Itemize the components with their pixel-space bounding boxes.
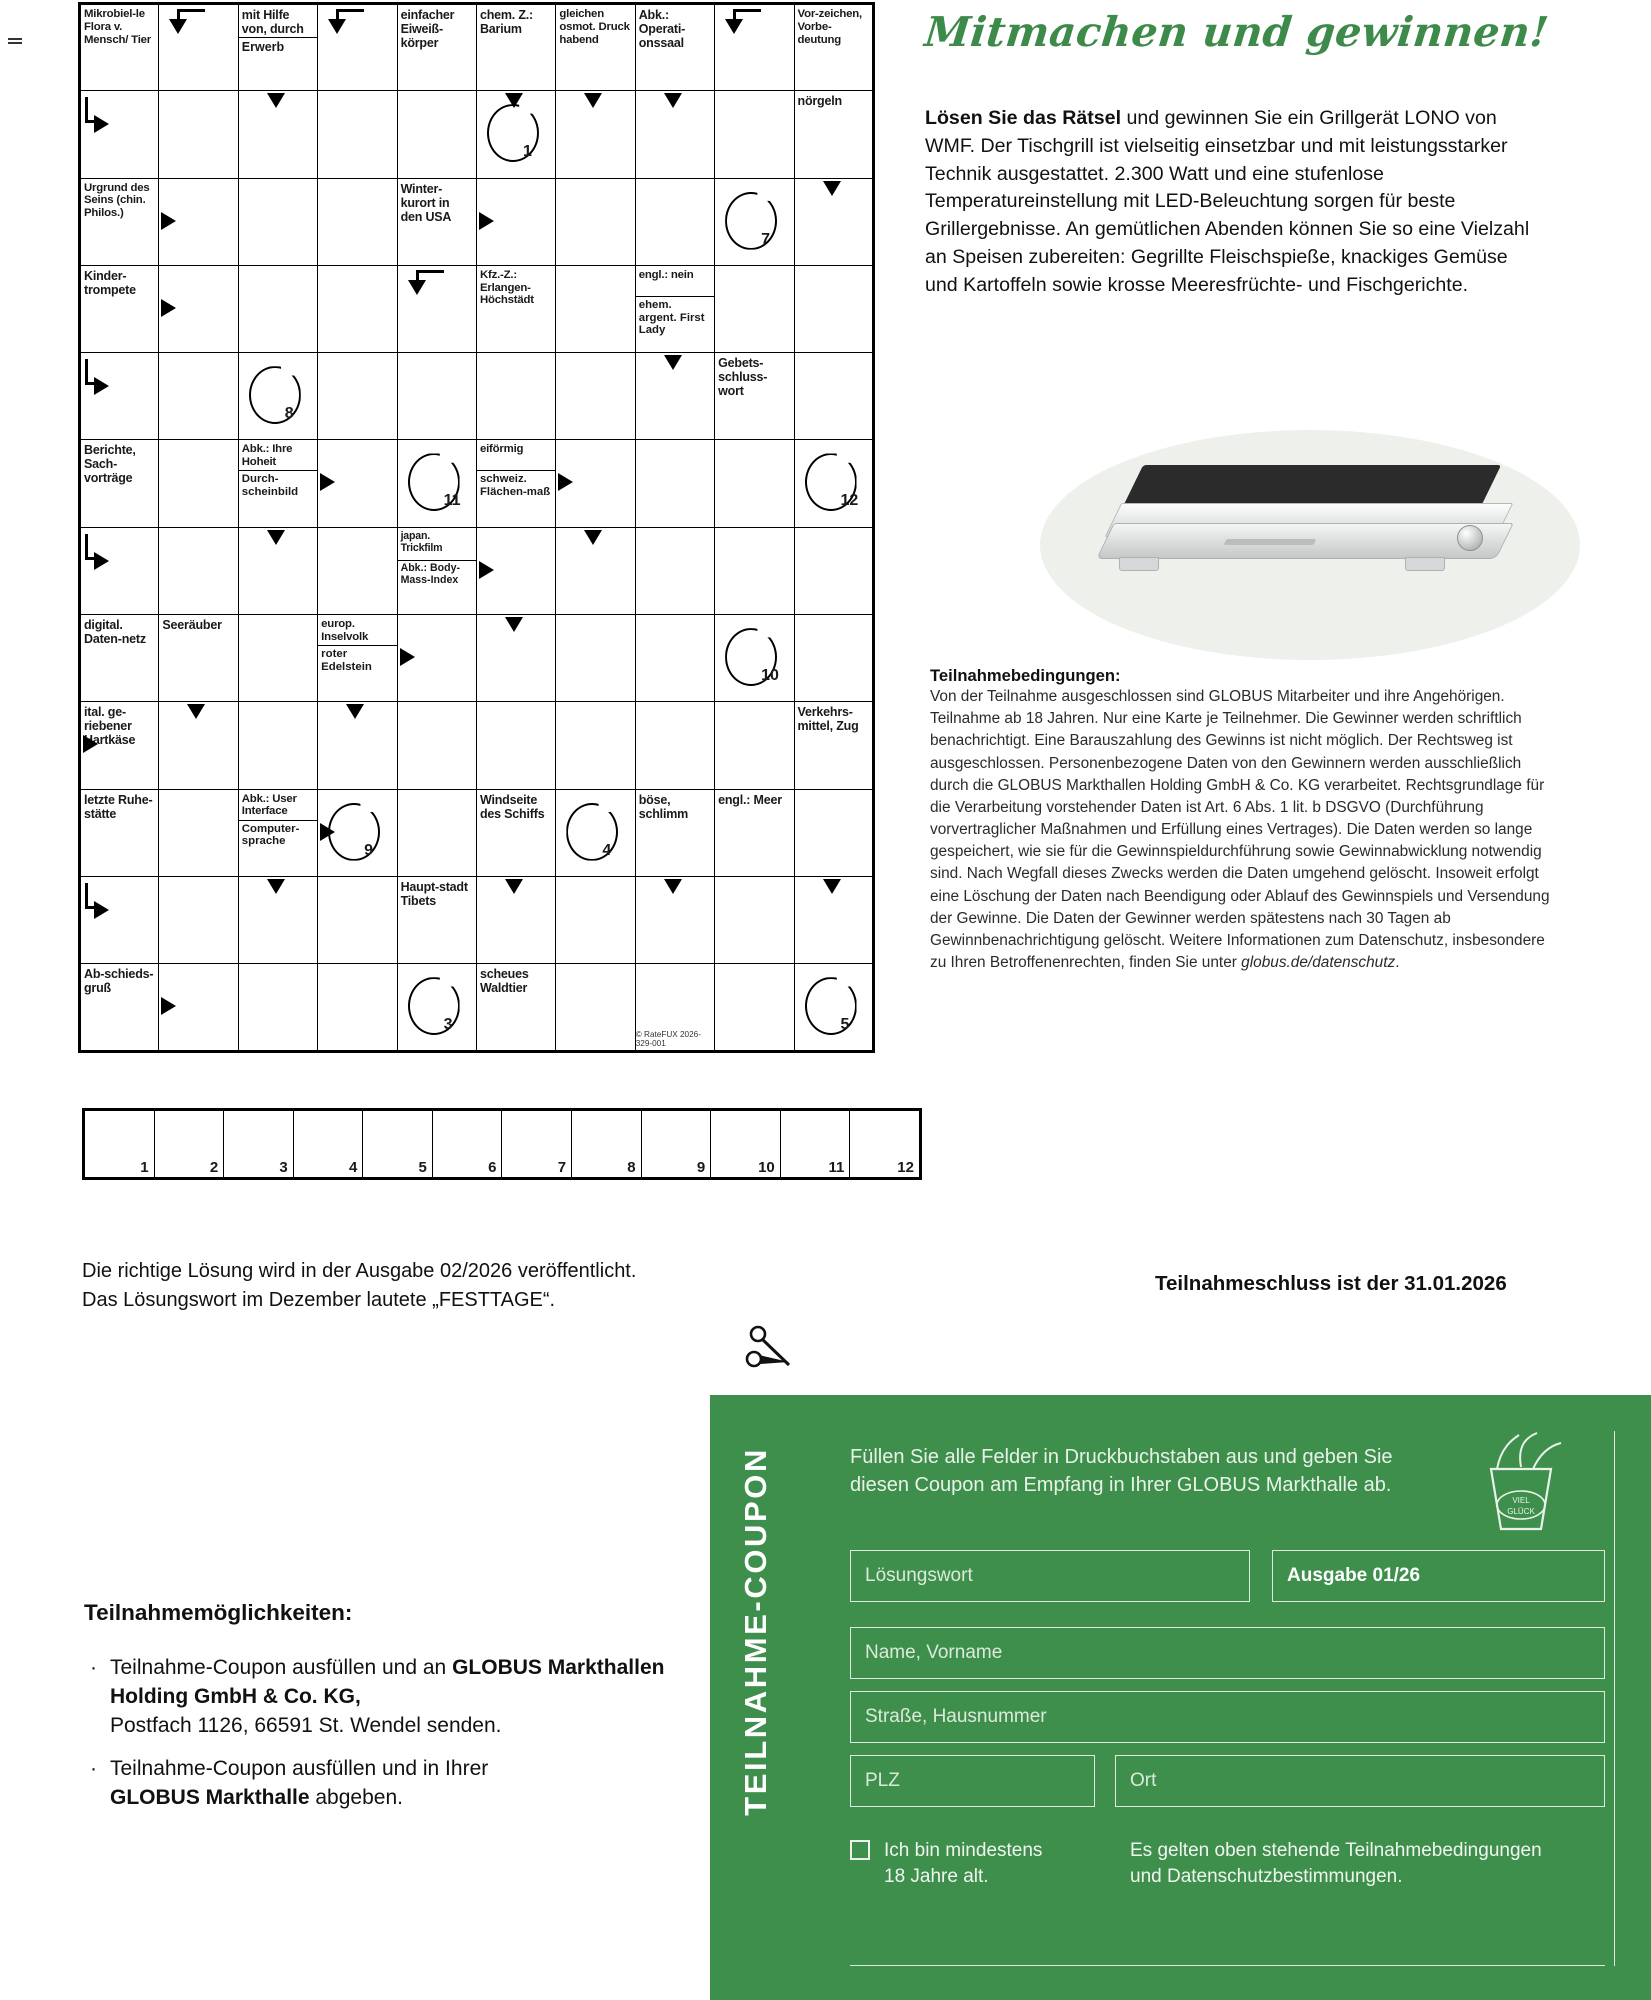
crossword-clue-cell[interactable] — [635, 4, 714, 91]
arrow-right-icon — [161, 997, 176, 1015]
crossword-letter-cell[interactable] — [794, 615, 873, 702]
circle-number: 1 — [522, 143, 532, 161]
crossword-letter-cell[interactable] — [397, 789, 476, 876]
street-input[interactable]: Straße, Hausnummer — [850, 1691, 1605, 1743]
crossword-letter-cell[interactable] — [635, 178, 714, 265]
crossword-row — [80, 702, 874, 789]
crossword-clue-cell[interactable] — [80, 615, 159, 702]
clue-text: Haupt-stadt Tibets — [400, 879, 468, 908]
item-text-2: Teilnahme-Coupon ausfüllen und in Ihrer — [110, 1756, 489, 1780]
participation-list — [84, 1654, 734, 1813]
solution-cell-number: 11 — [828, 1159, 845, 1176]
crossword-letter-cell[interactable] — [159, 527, 238, 614]
crossword-letter-cell[interactable] — [635, 876, 714, 963]
solution-cell-number: 12 — [897, 1159, 914, 1176]
crossword-letter-cell[interactable] — [635, 353, 714, 440]
crossword-letter-cell[interactable] — [794, 353, 873, 440]
arrow-down-icon — [267, 93, 285, 108]
crossword-letter-cell[interactable] — [238, 964, 317, 1051]
crossword-row — [80, 789, 874, 876]
crossword-letter-cell[interactable] — [794, 527, 873, 614]
arrow-right-icon — [320, 823, 335, 841]
crossword-row — [80, 265, 874, 352]
clue-text-secondary: Durch-scheinbild — [241, 473, 299, 499]
item-text-1: Teilnahme-Coupon ausfüllen und an — [110, 1656, 453, 1679]
city-input[interactable]: Ort — [1115, 1755, 1605, 1807]
crossword-letter-cell[interactable] — [556, 91, 635, 178]
coupon-bottom-rule — [850, 1965, 1605, 1966]
crossword-clue-cell[interactable] — [397, 4, 476, 91]
crossword-letter-cell[interactable] — [238, 353, 317, 440]
loesungswort-input[interactable]: Lösungswort — [850, 1550, 1250, 1602]
prize-description — [925, 105, 1535, 300]
clue-text: eiförmig — [479, 443, 524, 456]
clue-text-secondary: Computer-sprache — [241, 822, 300, 848]
arrow-down-icon — [725, 19, 743, 34]
clue-text: Verkehrs-mittel, Zug — [797, 705, 859, 734]
clue-text: Abk.: Ihre Hoheit — [241, 443, 293, 469]
clue-text: Winter-kurort in den USA — [400, 181, 452, 224]
crossword-clue-cell[interactable] — [80, 440, 159, 527]
clue-text: Vor-zeichen, Vorbe-deutung — [797, 8, 862, 46]
crossword-letter-cell[interactable] — [556, 702, 635, 789]
crossword-letter-cell[interactable] — [238, 527, 317, 614]
crossword-letter-cell[interactable] — [397, 440, 476, 527]
crossword-clue-cell[interactable] — [397, 527, 476, 614]
crossword-letter-cell[interactable] — [715, 265, 794, 352]
arrow-down-icon — [664, 879, 682, 894]
arrow-right-icon — [161, 299, 176, 317]
crossword-letter-cell[interactable] — [556, 178, 635, 265]
clue-text: letzte Ruhe-stätte — [84, 792, 153, 821]
clue-text: chem. Z.: Barium — [479, 8, 534, 36]
crossword-letter-cell[interactable] — [397, 91, 476, 178]
crossword-letter-cell[interactable] — [318, 265, 397, 352]
crossword-grid[interactable] — [78, 2, 875, 1053]
crossword-letter-cell[interactable] — [635, 91, 714, 178]
crossword-letter-cell[interactable] — [80, 353, 159, 440]
arrow-down-icon — [267, 530, 285, 545]
solution-cell[interactable] — [433, 1111, 503, 1177]
arrow-right-icon — [94, 901, 109, 919]
crossword-clue-cell[interactable] — [80, 4, 159, 91]
solution-cell[interactable] — [294, 1111, 364, 1177]
entry-deadline: Teilnahmeschluss ist der 31.01.2026 — [1155, 1272, 1507, 1295]
crossword-row — [80, 440, 874, 527]
crossword-row — [80, 615, 874, 702]
clue-text: japan. Trickfilm — [400, 529, 443, 554]
crossword-letter-cell[interactable] — [80, 527, 159, 614]
clue-text: Ab-schieds-gruß — [84, 967, 154, 996]
coupon-title: TEILNAHME-COUPON — [738, 1447, 773, 1816]
arrow-down-icon — [823, 879, 841, 894]
crossword-letter-cell[interactable] — [318, 964, 397, 1051]
clue-text: Windseite des Schiffs — [479, 792, 545, 821]
crossword-clue-cell[interactable] — [80, 964, 159, 1051]
crossword-letter-cell[interactable] — [715, 964, 794, 1051]
solution-cell[interactable] — [502, 1111, 572, 1177]
solution-cell-number: 2 — [209, 1159, 219, 1176]
solution-publication-note — [82, 1257, 782, 1315]
clue-text: Seeräuber — [162, 618, 222, 633]
crossword-letter-cell[interactable] — [159, 964, 238, 1051]
circle-number: 7 — [761, 230, 771, 248]
clue-text: digital. Daten-netz — [84, 618, 146, 647]
registration-mark — [8, 38, 22, 46]
circle-number: 3 — [443, 1016, 453, 1034]
crossword-letter-cell[interactable] — [238, 178, 317, 265]
arrow-right-icon — [558, 473, 573, 491]
arrow-right-icon — [161, 212, 176, 230]
crossword-clue-cell[interactable] — [476, 789, 555, 876]
circle-number: 9 — [364, 841, 374, 859]
crossword-letter-cell[interactable] — [715, 876, 794, 963]
clue-text: mit Hilfe von, durch — [241, 8, 304, 36]
crossword-letter-cell[interactable] — [397, 265, 476, 352]
participation-options — [84, 1600, 734, 1827]
crossword-letter-cell[interactable] — [556, 440, 635, 527]
crossword-clue-cell[interactable] — [80, 265, 159, 352]
arrow-down-icon — [823, 181, 841, 196]
crossword-letter-cell[interactable] — [318, 440, 397, 527]
crossword-row — [80, 964, 874, 1051]
list-item — [84, 1755, 734, 1813]
crossword-letter-cell[interactable] — [556, 964, 635, 1051]
crossword-clue-cell[interactable] — [159, 615, 238, 702]
crossword-clue-cell[interactable] — [397, 876, 476, 963]
age-label-line2: 18 Jahre alt. — [884, 1866, 989, 1888]
crossword-letter-cell[interactable] — [476, 527, 555, 614]
crossword-letter-cell[interactable] — [159, 876, 238, 963]
circle-number: 5 — [840, 1016, 850, 1034]
arrow-right-icon — [400, 648, 415, 666]
solution-cell[interactable] — [363, 1111, 433, 1177]
arrow-down-icon — [267, 879, 285, 894]
crossword-clue-cell[interactable] — [80, 789, 159, 876]
crossword-letter-cell[interactable] — [635, 527, 714, 614]
clue-text: gleichen osmot. Druck habend — [559, 8, 630, 46]
crossword-letter-cell[interactable] — [635, 615, 714, 702]
crossword-letter-cell[interactable] — [159, 702, 238, 789]
crossword-letter-cell[interactable] — [238, 265, 317, 352]
terms-heading: Teilnahmebedingungen: — [930, 666, 1121, 685]
crossword-clue-cell[interactable] — [635, 789, 714, 876]
bullet-icon: · — [90, 1656, 97, 1679]
solution-cell-number: 3 — [279, 1159, 288, 1176]
age-checkbox[interactable] — [850, 1840, 870, 1860]
crossword-letter-cell[interactable] — [794, 789, 873, 876]
crossword-letter-cell[interactable] — [556, 527, 635, 614]
crossword-letter-cell[interactable] — [476, 353, 555, 440]
bullet-icon: · — [90, 1756, 97, 1780]
item-text-1b: Postfach 1126, 66591 St. Wendel senden. — [110, 1713, 502, 1737]
crossword-letter-cell[interactable] — [715, 440, 794, 527]
clue-text: Berichte, Sach-vorträge — [84, 443, 136, 486]
crossword-clue-cell[interactable] — [476, 265, 555, 352]
name-input[interactable]: Name, Vorname — [850, 1627, 1605, 1679]
crossword-letter-cell[interactable] — [238, 615, 317, 702]
arrow-down-icon — [664, 93, 682, 108]
crossword-letter-cell[interactable] — [318, 876, 397, 963]
crossword-row — [80, 876, 874, 963]
item-bold-2: GLOBUS Markthalle — [110, 1785, 310, 1809]
terms-note-line2: und Datenschutzbestimmungen. — [1130, 1866, 1403, 1888]
age-checkbox-label — [884, 1838, 1144, 1890]
circle-number: 11 — [443, 492, 461, 510]
solution-cell-number: 10 — [758, 1159, 775, 1176]
crossword-row — [80, 353, 874, 440]
solution-cell[interactable] — [642, 1111, 712, 1177]
crossword-letter-cell[interactable] — [397, 353, 476, 440]
participation-title: Teilnahmemöglichkeiten: — [84, 1600, 353, 1625]
crossword-letter-cell[interactable] — [476, 876, 555, 963]
arrow-down-icon — [187, 704, 205, 719]
circle-number: 12 — [840, 492, 859, 510]
terms-acceptance-note — [1130, 1838, 1620, 1890]
clue-text-secondary: ehem. argent. First Lady — [638, 298, 705, 337]
crossword-puzzle[interactable] — [78, 2, 875, 1050]
grill-vent — [1224, 539, 1317, 545]
crossword-row — [80, 527, 874, 614]
crossword-letter-cell[interactable] — [715, 4, 794, 91]
crossword-clue-cell[interactable] — [476, 440, 555, 527]
crossword-letter-cell[interactable] — [318, 789, 397, 876]
crossword-letter-cell[interactable] — [635, 702, 714, 789]
crossword-clue-cell[interactable] — [238, 440, 317, 527]
crossword-clue-cell[interactable] — [556, 4, 635, 91]
ausgabe-field: Ausgabe 01/26 — [1272, 1550, 1605, 1602]
clue-text: ital. ge-riebener Hartkäse — [84, 705, 136, 748]
clue-text-secondary: schweiz. Flächen-maß — [479, 473, 551, 499]
terms-note-line1: Es gelten oben stehende Teilnahmebedingungen — [1130, 1840, 1542, 1861]
clue-text: Mikrobiel-le Flora v. Mensch/ Tier — [84, 8, 152, 46]
crossword-letter-cell[interactable] — [794, 964, 873, 1051]
crossword-letter-cell[interactable] — [794, 178, 873, 265]
entry-coupon[interactable] — [710, 1395, 1651, 2000]
clue-text-secondary: Abk.: Body-Mass-Index — [400, 561, 461, 586]
solution-cell-number: 9 — [696, 1159, 706, 1176]
crossword-letter-cell[interactable] — [159, 4, 238, 91]
terms-text — [930, 686, 1552, 974]
privacy-link: globus.de/datenschutz — [1241, 954, 1396, 972]
crossword-clue-cell[interactable] — [80, 702, 159, 789]
grill-temperature-knob — [1457, 525, 1483, 551]
crossword-letter-cell[interactable] — [159, 265, 238, 352]
svg-text:GLÜCK: GLÜCK — [1507, 1507, 1535, 1516]
item-bold-1: GLOBUS Markthallen Holding GmbH & Co. KG, — [110, 1656, 665, 1708]
arrow-down-icon — [664, 355, 682, 370]
solution-note-line2: Das Lösungswort im Dezember lautete „FESTTAGE“. — [82, 1289, 556, 1311]
crossword-letter-cell[interactable] — [715, 527, 794, 614]
crossword-letter-cell[interactable] — [238, 91, 317, 178]
solution-cell[interactable] — [711, 1111, 781, 1177]
solution-cell[interactable] — [224, 1111, 294, 1177]
clue-text: engl.: nein — [638, 268, 694, 281]
crossword-row — [80, 4, 874, 91]
solution-cell-number: 5 — [418, 1159, 427, 1176]
circle-number: 8 — [284, 405, 294, 423]
crossword-letter-cell[interactable] — [715, 178, 794, 265]
crossword-letter-cell[interactable] — [397, 964, 476, 1051]
clue-text: Abk.: User Interface — [241, 792, 297, 818]
crossword-letter-cell[interactable] — [556, 353, 635, 440]
arrow-right-icon — [94, 552, 109, 570]
scissors-icon — [745, 1325, 791, 1383]
arrow-down-icon — [346, 704, 364, 719]
crossword-letter-cell[interactable] — [794, 440, 873, 527]
crossword-letter-cell[interactable] — [238, 702, 317, 789]
list-item — [84, 1654, 734, 1741]
crossword-letter-cell[interactable] — [556, 615, 635, 702]
arrow-right-icon — [479, 561, 494, 579]
grill-foot-right — [1405, 557, 1445, 571]
clue-text: Gebets-schluss-wort — [718, 356, 768, 399]
crossword-clue-cell[interactable] — [238, 4, 317, 91]
solution-word-strip[interactable] — [82, 1108, 922, 1180]
crossword-clue-cell[interactable] — [794, 4, 873, 91]
solution-cell-number: 4 — [348, 1159, 358, 1176]
crossword-letter-cell[interactable] — [397, 615, 476, 702]
arrow-down-icon — [505, 617, 523, 632]
crossword-clue-cell[interactable] — [794, 702, 873, 789]
arrow-right-icon — [320, 473, 335, 491]
crossword-letter-cell[interactable] — [159, 178, 238, 265]
solution-cell[interactable] — [781, 1111, 851, 1177]
terms-paragraph: Von der Teilnahme ausgeschlossen sind GLOBUS Mitarbeiter und ihre Angehörigen. Teilnahme ab 18 Jahren. Nur eine Karte je Teilnehmer. Die Gewinner werden schriftlich benachrichtigt. Eine Barauszahlung des Gewinns ist nicht möglich. Der Rechtsweg ist ausgeschlossen. Personenbezogene Daten von den Gewinnern werden ausschließlich durch die GLOBUS Markthallen Holding GmbH & Co. KG verarbeitet. Rechtsgrundlage für die Verarbeitung vorstehender Daten ist Art. 6 Abs. 1 lit. b DSGVO (Durchführung vorvertraglicher Maßnahmen und Erfüllung eines Vertrages). Die Daten werden so lange gespeichert, wie sie für die Gewinnspieldurchführung sowie Gewinnabwicklung notwendig sind. Nach Wegfall dieses Zwecks werden die Daten umgehend gelöscht. Insoweit erfolgt eine Löschung der Daten nach Beendigung oder Ablauf des Gewinnspiels und Versendung der Gewinne. Die Daten der Gewinner werden spätestens nach 30 Tagen ab Gewinnbenachrichtigung gelöscht. Weitere Informationen zum Datenschutz, insbesondere zu Ihren Betroffenenrechten, finden Sie unter — [930, 688, 1550, 972]
crossword-clue-cell[interactable] — [476, 964, 555, 1051]
crossword-row — [80, 91, 874, 178]
arrow-right-icon — [479, 212, 494, 230]
solution-cell[interactable] — [85, 1111, 155, 1177]
coupon-instructions: Füllen Sie alle Felder in Druckbuchstaben aus und geben Sie diesen Coupon am Empfang in Ihrer GLOBUS Markthalle ab. — [850, 1446, 1393, 1497]
crossword-letter-cell[interactable] — [159, 789, 238, 876]
prize-lead: Lösen Sie das Rätsel — [925, 107, 1122, 129]
solution-note-line1: Die richtige Lösung wird in der Ausgabe 02/2026 veröffentlicht. — [82, 1260, 637, 1282]
prize-body: und gewinnen Sie ein Grillgerät LONO von WMF. Der Tischgrill ist vielseitig einsetzbar und mit leistungsstarker Technik ausgestattet. 2.300 Watt und eine stufenlose Temperatureinstellung mit LED-Beleuchtung sorgen für beste Grillergebnisse. An gemütlichen Abenden können Sie so eine Vielzahl an Speisen zubereiten: Gegrillte Fleischspieße, knackiges Gemüse und Kartoffeln sowie krosse Meeresfrüchte- und Fischgerichte. — [925, 107, 1530, 296]
crossword-letter-cell[interactable] — [159, 91, 238, 178]
circle-number: 10 — [761, 667, 779, 685]
crossword-letter-cell[interactable] — [318, 178, 397, 265]
crossword-letter-cell[interactable] — [397, 702, 476, 789]
arrow-down-icon — [584, 93, 602, 108]
clue-text-secondary: roter Edelstein — [321, 648, 372, 673]
crossword-clue-cell[interactable] — [80, 178, 159, 265]
crossword-letter-cell[interactable] — [159, 353, 238, 440]
crossword-letter-cell[interactable] — [476, 702, 555, 789]
crossword-letter-cell[interactable] — [715, 702, 794, 789]
clue-text: europ. Inselvolk — [321, 618, 369, 643]
crossword-clue-cell[interactable] — [476, 4, 555, 91]
crossword-letter-cell[interactable] — [794, 876, 873, 963]
crossword-letter-cell[interactable] — [318, 4, 397, 91]
crossword-letter-cell[interactable] — [556, 265, 635, 352]
solution-cell[interactable] — [572, 1111, 642, 1177]
solution-cell[interactable] — [850, 1111, 919, 1177]
crossword-clue-cell[interactable] — [794, 91, 873, 178]
crossword-clue-cell[interactable] — [238, 789, 317, 876]
crossword-letter-cell[interactable] — [715, 615, 794, 702]
solution-cell-number: 8 — [627, 1159, 636, 1176]
crossword-letter-cell[interactable] — [556, 789, 635, 876]
clue-text: scheues Waldtier — [479, 967, 529, 996]
solution-cell-number: 7 — [557, 1159, 567, 1176]
crossword-letter-cell[interactable] — [318, 91, 397, 178]
tabletop-grill-illustration — [1105, 465, 1515, 580]
crossword-letter-cell[interactable] — [476, 91, 555, 178]
prize-image — [1010, 415, 1610, 665]
item-text-2b: abgeben. — [309, 1785, 403, 1809]
arrow-right-icon — [83, 735, 98, 753]
crossword-clue-cell[interactable] — [318, 615, 397, 702]
circle-number: 4 — [602, 841, 612, 859]
arrow-down-icon — [505, 879, 523, 894]
crossword-letter-cell[interactable] — [80, 876, 159, 963]
arrow-down-icon — [328, 19, 346, 34]
arrow-down-icon — [584, 530, 602, 545]
arrow-down-icon — [505, 93, 523, 108]
clue-text: Kinder-trompete — [84, 268, 136, 297]
crossword-row — [80, 178, 874, 265]
crossword-letter-cell[interactable] — [80, 91, 159, 178]
crossword-letter-cell[interactable] — [238, 876, 317, 963]
puzzle-credit: © RateFUX 2026-329-001 — [635, 1029, 701, 1048]
clue-text: Abk.: Operati-onssaal — [638, 8, 686, 50]
solution-cell-number: 1 — [140, 1159, 149, 1176]
crossword-letter-cell[interactable] — [635, 964, 714, 1051]
postal-code-input[interactable]: PLZ — [850, 1755, 1095, 1807]
page-headline: Mitmachen und gewinnen! — [922, 8, 1551, 56]
crossword-clue-cell[interactable] — [715, 353, 794, 440]
clue-text: nörgeln — [797, 94, 842, 109]
crossword-letter-cell[interactable] — [476, 178, 555, 265]
crossword-letter-cell[interactable] — [556, 876, 635, 963]
clue-text: Kfz.-Z.: Erlangen-Höchstädt — [479, 268, 534, 307]
grill-foot-left — [1119, 557, 1159, 571]
crossword-clue-cell[interactable] — [397, 178, 476, 265]
crossword-letter-cell[interactable] — [318, 353, 397, 440]
crossword-letter-cell[interactable] — [635, 440, 714, 527]
age-label-line1: Ich bin mindestens — [884, 1840, 1043, 1861]
clue-text: einfacher Eiweiß-körper — [400, 8, 455, 50]
crossword-clue-cell[interactable] — [635, 265, 714, 352]
crossword-clue-cell[interactable] — [715, 789, 794, 876]
crossword-letter-cell[interactable] — [318, 702, 397, 789]
clue-text: engl.: Meer — [718, 792, 782, 807]
clue-text: Urgrund des Seins (chin. Philos.) — [84, 181, 150, 220]
solution-cell-number: 6 — [488, 1159, 497, 1176]
crossword-letter-cell[interactable] — [715, 91, 794, 178]
crossword-letter-cell[interactable] — [159, 440, 238, 527]
clue-text: böse, schlimm — [638, 792, 689, 821]
terms-period: . — [1395, 954, 1400, 972]
arrow-down-icon — [408, 280, 426, 295]
crossword-letter-cell[interactable] — [476, 615, 555, 702]
solution-cell[interactable] — [155, 1111, 225, 1177]
arrow-down-icon — [169, 19, 187, 34]
crossword-letter-cell[interactable] — [318, 527, 397, 614]
svg-text:VIEL: VIEL — [1512, 1496, 1530, 1505]
arrow-right-icon — [94, 377, 109, 395]
lucky-basket-icon — [1461, 1429, 1581, 1539]
arrow-right-icon — [94, 115, 109, 133]
clue-text-secondary: Erwerb — [241, 40, 285, 54]
crossword-letter-cell[interactable] — [794, 265, 873, 352]
